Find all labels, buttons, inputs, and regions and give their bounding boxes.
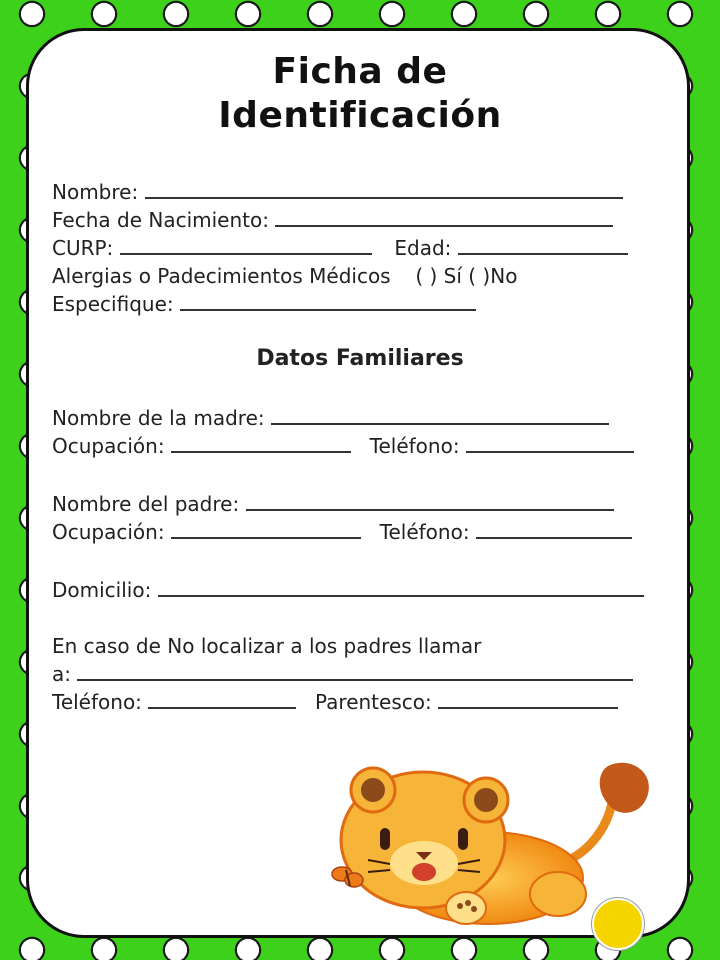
- title-line2: Identificación: [218, 95, 502, 136]
- telefono-madre-blank[interactable]: [466, 437, 634, 453]
- nombre-label: Nombre:: [52, 180, 139, 204]
- ocupacion-padre-blank[interactable]: [171, 523, 361, 539]
- fecha-label: Fecha de Nacimiento:: [52, 208, 269, 232]
- ocupacion-padre-label: Ocupación:: [52, 520, 165, 544]
- emergency-contact-blank[interactable]: [77, 665, 633, 681]
- especifique-label: Especifique:: [52, 292, 174, 316]
- especifique-field[interactable]: [52, 292, 476, 316]
- telefono-padre-blank[interactable]: [476, 523, 632, 539]
- ocupacion-madre-field[interactable]: [52, 434, 634, 458]
- edad-blank[interactable]: [458, 239, 628, 255]
- si-option[interactable]: ( ) Sí: [415, 264, 462, 288]
- parentesco-blank[interactable]: [438, 693, 618, 709]
- alergias-label: Alergias o Padecimientos Médicos: [52, 264, 391, 288]
- especifique-blank[interactable]: [180, 295, 476, 311]
- padre-field[interactable]: [52, 492, 614, 516]
- brand-logo: [592, 898, 644, 950]
- domicilio-label: Domicilio:: [52, 578, 152, 602]
- edad-label: Edad:: [394, 236, 452, 260]
- curp-field[interactable]: [52, 236, 628, 260]
- ocupacion-padre-field[interactable]: [52, 520, 632, 544]
- lion-eye-right: [458, 828, 468, 850]
- parentesco-label: Parentesco:: [315, 690, 432, 714]
- fecha-field[interactable]: [52, 208, 613, 232]
- ocupacion-madre-label: Ocupación:: [52, 434, 165, 458]
- emergency-text-1: En caso de No localizar a los padres llamar: [52, 634, 482, 658]
- section-title: Datos Familiares: [256, 346, 464, 371]
- telefono-madre-label: Teléfono:: [369, 434, 460, 458]
- domicilio-blank[interactable]: [158, 581, 644, 597]
- emergency-contact-field[interactable]: [52, 662, 633, 686]
- curp-label: CURP:: [52, 236, 114, 260]
- madre-label: Nombre de la madre:: [52, 406, 265, 430]
- ocupacion-madre-blank[interactable]: [171, 437, 351, 453]
- title-line1: Ficha de: [272, 51, 448, 92]
- emergency-phone-field[interactable]: [52, 690, 618, 714]
- domicilio-field[interactable]: [52, 578, 644, 602]
- telefono-padre-label: Teléfono:: [379, 520, 470, 544]
- emergency-telefono-blank[interactable]: [148, 693, 296, 709]
- nombre-blank[interactable]: [145, 183, 623, 199]
- madre-blank[interactable]: [271, 409, 609, 425]
- padre-label: Nombre del padre:: [52, 492, 240, 516]
- curp-blank[interactable]: [120, 239, 372, 255]
- nombre-field[interactable]: [52, 180, 623, 204]
- madre-field[interactable]: [52, 406, 609, 430]
- emergency-text-2: a:: [52, 662, 71, 686]
- padre-blank[interactable]: [246, 495, 614, 511]
- lion-eye-left: [380, 828, 390, 850]
- alergias-field: [52, 264, 517, 288]
- no-option[interactable]: ( )No: [468, 264, 518, 288]
- emergency-text: [52, 634, 481, 658]
- emergency-telefono-label: Teléfono:: [52, 690, 142, 714]
- fecha-blank[interactable]: [275, 211, 613, 227]
